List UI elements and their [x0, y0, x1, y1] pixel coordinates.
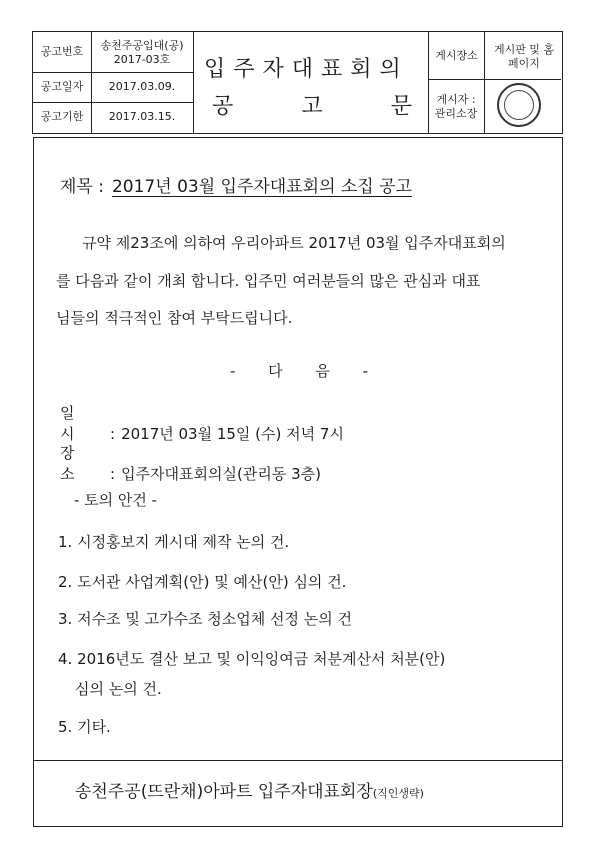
agenda-heading: - 토의 안건 - [74, 491, 158, 509]
body-line: 규약 제23조에 의하여 우리아파트 2017년 03월 입주자대표회의 [82, 234, 506, 252]
post-place-value: 게시판 및 홈페이지 [493, 42, 555, 70]
title-line-2 [212, 89, 412, 120]
place-label: 장 소 [60, 444, 89, 483]
agenda-item: 1. 시정홍보지 게시대 제작 논의 건. [58, 533, 290, 551]
notice-date-value: 2017.03.09. [108, 80, 176, 93]
title-line-1: 입주자대표회의 [204, 57, 409, 82]
notice-number-label: 공고번호 [40, 45, 84, 58]
title-char: 공 [212, 94, 234, 119]
place-row: 장 소 : 입주자대표회의실(관리동 3층) [60, 444, 321, 483]
notice-title [194, 32, 429, 132]
subject-label: 제목 : [60, 177, 104, 197]
datetime-label: 일 시 [60, 404, 89, 443]
signer-name: 송천주공(뜨란채)아파트 입주자대표회장 [75, 782, 373, 802]
divider [484, 32, 485, 133]
poster-label: 게시자 : 관리소장 [434, 93, 478, 120]
post-place-label: 게시장소 [435, 48, 478, 62]
agenda-item: 3. 저수조 및 고가수조 청소업체 선정 논의 건 [58, 610, 353, 628]
notice-header-table [32, 31, 563, 134]
notice-date-label: 공고일자 [40, 80, 84, 93]
notice-number-value: 송천주공입대(공) 2017-03호 [100, 39, 184, 66]
notice-period-label: 공고기한 [40, 110, 84, 123]
title-char: 고 [301, 94, 323, 119]
notice-period-value: 2017.03.15. [108, 110, 176, 123]
notice-subject [60, 172, 412, 197]
subject-text: 2017년 03월 입주자대표회의 소집 공고 [111, 177, 412, 197]
center-heading: - 다 음 - [229, 362, 371, 380]
agenda-item: 2. 도서관 사업계획(안) 및 예산(안) 심의 건. [58, 573, 347, 591]
agenda-item: 4. 2016년도 결산 보고 및 이익잉여금 처분계산서 처분(안) [58, 650, 446, 668]
agenda-item-continuation: 심의 논의 건. [75, 680, 162, 698]
seal-omitted-note: (직인생략) [372, 787, 424, 800]
agenda-item: 5. 기타. [58, 718, 111, 736]
datetime-value: 2017년 03월 15일 (수) 저녁 7시 [121, 425, 344, 443]
title-char: 문 [390, 94, 412, 119]
datetime-row: 일 시 : 2017년 03월 15일 (수) 저녁 7시 [60, 404, 344, 443]
footer-divider [34, 760, 562, 761]
official-seal-icon [497, 83, 541, 127]
body-line: 를 다음과 같이 개최 합니다. 입주민 여러분들의 많은 관심과 대표 [56, 272, 481, 290]
body-line: 님들의 적극적인 참여 부탁드립니다. [56, 309, 293, 327]
place-value: 입주자대표회의실(관리동 3층) [121, 465, 321, 483]
signature-line [75, 777, 424, 802]
divider [428, 79, 561, 80]
